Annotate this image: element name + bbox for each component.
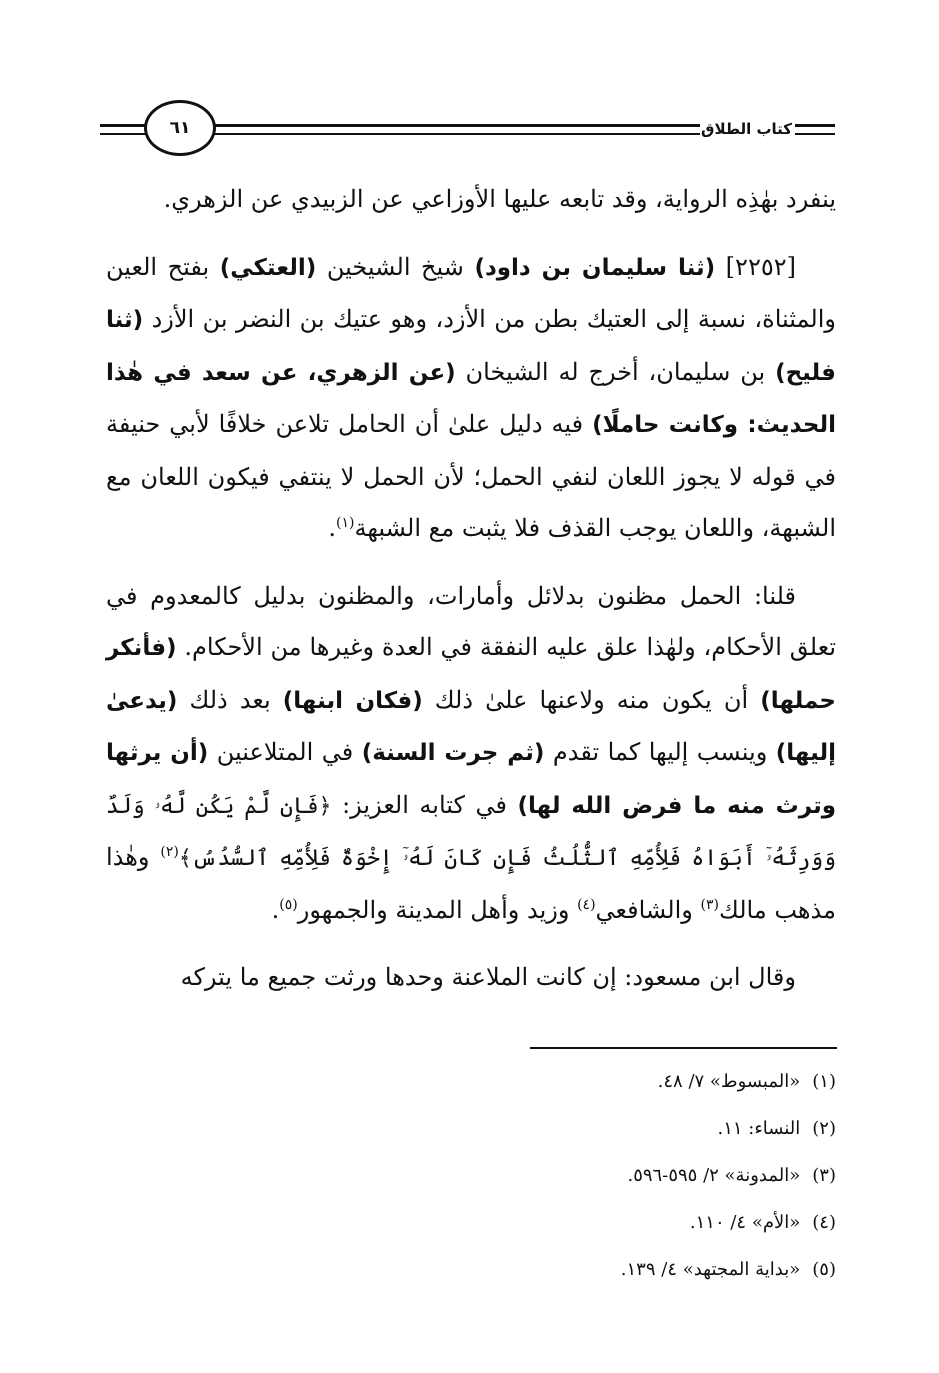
text-run: والشافعي — [595, 895, 701, 924]
text-run: بعد ذلك — [177, 685, 283, 714]
footnote-text: «الأم» ٤/ ١١٠. — [689, 1212, 801, 1233]
quoted-phrase: (ثنا فليح) — [106, 307, 836, 386]
footnotes — [236, 1058, 836, 1293]
footnote-text: «بداية المجتهد» ٤/ ١٣٩. — [620, 1259, 801, 1280]
text-run: شيخ الشيخين — [316, 252, 475, 281]
footnote-number: (٢) — [812, 1118, 836, 1139]
text-run: بفتح العين والمثناة، نسبة إلى العتيك بطن من الأزد، وهو عتيك بن النضر بن الأزد — [106, 252, 836, 333]
footnote — [236, 1152, 836, 1199]
main-text — [106, 174, 836, 1004]
footnote-separator — [530, 1047, 837, 1049]
paragraph — [106, 571, 836, 937]
text-run: بن سليمان، أخرج له الشيخان — [455, 357, 776, 386]
footnote-ref[interactable]: (٥) — [279, 896, 298, 913]
footnote-ref[interactable]: (٣) — [700, 896, 719, 913]
footnote-text: «المدونة» ٢/ ٥٩٥-٥٩٦. — [627, 1165, 801, 1186]
quoted-phrase: (عن الزهري، عن سعد في هٰذا الحديث: وكانت حاملًا) — [106, 359, 836, 438]
footnote-ref[interactable]: (٢) — [160, 844, 179, 860]
text-run: ينفرد بهٰذِه الرواية، وقد تابعه عليها الأوزاعي عن الزبيدي عن الزهري. — [163, 185, 836, 213]
paragraph — [106, 174, 836, 226]
text-run: وينسب إليها كما تقدم — [544, 738, 776, 766]
page-number-badge — [144, 100, 216, 156]
footnote-number: (٥) — [812, 1259, 836, 1280]
footnote-number: (٣) — [812, 1165, 836, 1186]
text-run: في كتابه العزيز: — [331, 790, 518, 819]
text-run: . — [271, 895, 280, 924]
chapter-title: كتاب الطلاق — [701, 120, 792, 138]
quoted-phrase: (فأنكر حملها) — [106, 635, 837, 714]
text-run: وهٰذا مذهب مالك — [106, 843, 836, 924]
text-run: في المتلاعنين — [208, 738, 362, 766]
quran-verse: ﴿فَإِن لَّمْ يَكُن لَّهُۥ وَلَدٌ وَوَرِثَهُۥٓ أَبَوَاهُ فَلِأُمِّهِ ٱلثُّلُثُ فَإِن كَانَ لَهُۥٓ إِخْوَةٌ فَلِأُمِّهِ ٱلسُّدُسُ﴾ — [106, 793, 836, 871]
quoted-phrase: (أن يرثها وترث منه ما فرض الله لها) — [106, 740, 837, 819]
footnote — [236, 1199, 836, 1246]
footnote-number: (٤) — [812, 1212, 836, 1233]
page-number: ٦١ — [169, 118, 191, 138]
quoted-phrase: (فكان ابنها) — [282, 687, 423, 714]
footnote-ref[interactable]: (٤) — [577, 896, 596, 913]
quoted-phrase: (ثنا سليمان بن داود) — [474, 254, 716, 281]
footnote-number: (١) — [812, 1071, 836, 1092]
header-rule — [200, 133, 700, 135]
footnote-text: «المبسوط» ٧/ ٤٨. — [657, 1071, 801, 1092]
header-rule — [795, 133, 835, 135]
paragraph — [106, 242, 836, 555]
quoted-phrase: (يدعىٰ إليها) — [106, 687, 837, 766]
text-run: وزيد وأهل المدينة والجمهور — [297, 895, 578, 924]
text-run: وقال ابن مسعود: إن كانت الملاعنة وحدها ورثت جميع ما يتركه — [180, 963, 796, 991]
page-header — [100, 98, 840, 168]
hadith-number: [٢٢٥٢] — [715, 252, 796, 281]
footnote — [236, 1058, 836, 1105]
footnote — [236, 1246, 836, 1293]
text-run: . — [328, 514, 336, 542]
text-run: قلنا: الحمل مظنون بدلائل وأمارات، والمظنون بدليل كالمعدوم في تعلق الأحكام، ولهٰذا علق عليه النفقة في العدة وغيرها من الأحكام. — [106, 581, 836, 661]
footnote-text: النساء: ١١. — [717, 1118, 801, 1139]
header-rule — [200, 124, 700, 127]
quoted-phrase: (العتكي) — [219, 254, 317, 281]
header-rule — [795, 124, 835, 127]
footnote — [236, 1105, 836, 1152]
text-run: أن يكون منه ولاعنها علىٰ ذلك — [422, 685, 761, 714]
text-run: فيه دليل علىٰ أن الحامل تلاعن خلافًا لأبي حنيفة في قوله لا يجوز اللعان لنفي الحمل؛ لأن الحمل لا ينتفي فيكون اللعان مع الشبهة، واللعان يوجب القذف فلا يثبت مع الشبهة — [106, 410, 836, 542]
quoted-phrase: (ثم جرت السنة) — [361, 740, 545, 766]
footnote-ref[interactable]: (١) — [335, 515, 355, 531]
paragraph — [106, 952, 836, 1004]
